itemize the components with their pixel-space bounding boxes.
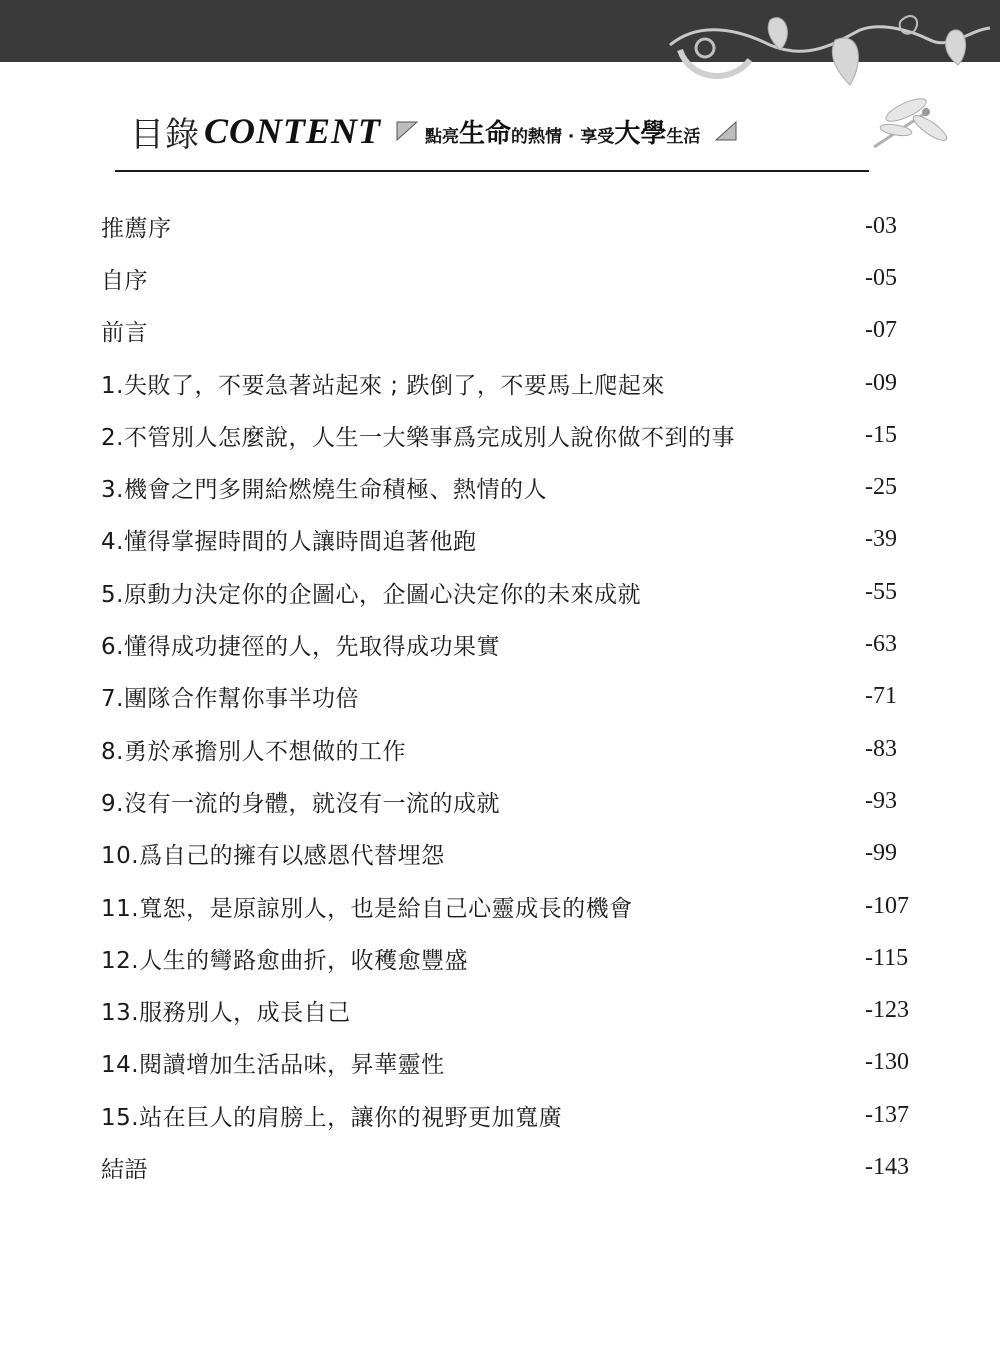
- toc-entry: [101, 409, 921, 461]
- toc-entry: [101, 566, 921, 618]
- subtitle-segment: 大學: [614, 118, 667, 149]
- toc-entry-page: -15: [865, 421, 897, 448]
- toc-entry-title: 3.機會之門多開給燃燒生命積極、熱情的人: [101, 477, 547, 504]
- toc-entry: [101, 1141, 921, 1193]
- toc-entry-page: -03: [865, 212, 897, 239]
- toc-header: [130, 108, 744, 154]
- toc-entry: [101, 1089, 921, 1141]
- toc-entry: [101, 1037, 921, 1089]
- toc-entry-title: 自序: [101, 267, 148, 294]
- toc-entry-page: -137: [865, 1101, 909, 1128]
- toc-entry-page: -83: [865, 735, 897, 762]
- toc-entry-title: 前言: [101, 320, 148, 347]
- toc-entry: [101, 305, 921, 357]
- toc-entry-page: -25: [865, 474, 897, 501]
- toc-entry: [101, 200, 921, 252]
- toc-entry-title: 9.沒有一流的身體，就沒有一流的成就: [101, 790, 500, 817]
- toc-entry: [101, 828, 921, 880]
- toc-entry: [101, 984, 921, 1036]
- triangle-icon: [395, 120, 419, 142]
- toc-entry-title: 12.人生的彎路愈曲折，收穫愈豐盛: [101, 947, 469, 974]
- toc-entry-title: 11.寬恕，是原諒別人，也是給自己心靈成長的機會: [101, 895, 633, 922]
- header-divider: [115, 170, 869, 172]
- table-of-contents: [101, 200, 921, 1194]
- toc-entry: [101, 932, 921, 984]
- dragonfly-icon: [866, 92, 956, 154]
- toc-entry-page: -71: [865, 683, 897, 710]
- toc-entry-page: -09: [865, 369, 897, 396]
- toc-entry: [101, 880, 921, 932]
- toc-entry-title: 結語: [101, 1156, 148, 1183]
- toc-entry-page: -130: [865, 1049, 909, 1076]
- toc-entry-title: 6.懂得成功捷徑的人，先取得成功果實: [101, 634, 500, 661]
- toc-entry: [101, 514, 921, 566]
- toc-entry-page: -39: [865, 526, 897, 553]
- toc-entry-title: 推薦序: [101, 215, 172, 242]
- subtitle-segment: 生命: [459, 118, 512, 149]
- toc-entry: [101, 775, 921, 827]
- page-title-en: CONTENT: [204, 111, 381, 151]
- toc-entry-title: 5.原動力決定你的企圖心，企圖心決定你的未來成就: [101, 581, 641, 608]
- toc-entry: [101, 618, 921, 670]
- triangle-icon: [714, 120, 738, 142]
- subtitle: [425, 113, 700, 150]
- toc-entry-title: 15.站在巨人的肩膀上，讓你的視野更加寬廣: [101, 1104, 563, 1131]
- subtitle-segment: 點亮: [425, 126, 459, 147]
- toc-entry-title: 2.不管別人怎麼說，人生一大樂事爲完成別人說你做不到的事: [101, 424, 735, 451]
- subtitle-segment: 的熱情 · 享受: [511, 126, 615, 147]
- toc-entry: [101, 357, 921, 409]
- page-title: 目錄: [130, 114, 200, 155]
- toc-entry: [101, 671, 921, 723]
- toc-entry-page: -55: [865, 578, 897, 605]
- toc-entry-page: -07: [865, 317, 897, 344]
- toc-entry-page: -05: [865, 264, 897, 291]
- toc-entry-title: 1.失敗了，不要急著站起來 ; 跌倒了，不要馬上爬起來: [101, 372, 665, 399]
- subtitle-segment: 生活: [666, 126, 701, 147]
- toc-entry-page: -93: [865, 787, 897, 814]
- toc-entry-page: -123: [865, 997, 909, 1024]
- toc-entry-page: -143: [865, 1153, 909, 1180]
- toc-entry-title: 8.勇於承擔別人不想做的工作: [101, 738, 406, 765]
- toc-entry: [101, 461, 921, 513]
- toc-entry-title: 4.懂得掌握時間的人讓時間追著他跑: [101, 529, 477, 556]
- toc-entry-title: 7.團隊合作幫你事半功倍: [101, 686, 359, 713]
- toc-entry-title: 10.爲自己的擁有以感恩代替埋怨: [101, 843, 445, 870]
- toc-entry-title: 13.服務別人，成長自己: [101, 1000, 351, 1027]
- toc-entry: [101, 723, 921, 775]
- toc-entry-page: -99: [865, 840, 897, 867]
- toc-entry: [101, 252, 921, 304]
- toc-entry-page: -107: [865, 892, 909, 919]
- toc-entry-page: -63: [865, 631, 897, 658]
- toc-entry-title: 14.閱讀增加生活品味，昇華靈性: [101, 1052, 445, 1079]
- toc-entry-page: -115: [865, 944, 909, 971]
